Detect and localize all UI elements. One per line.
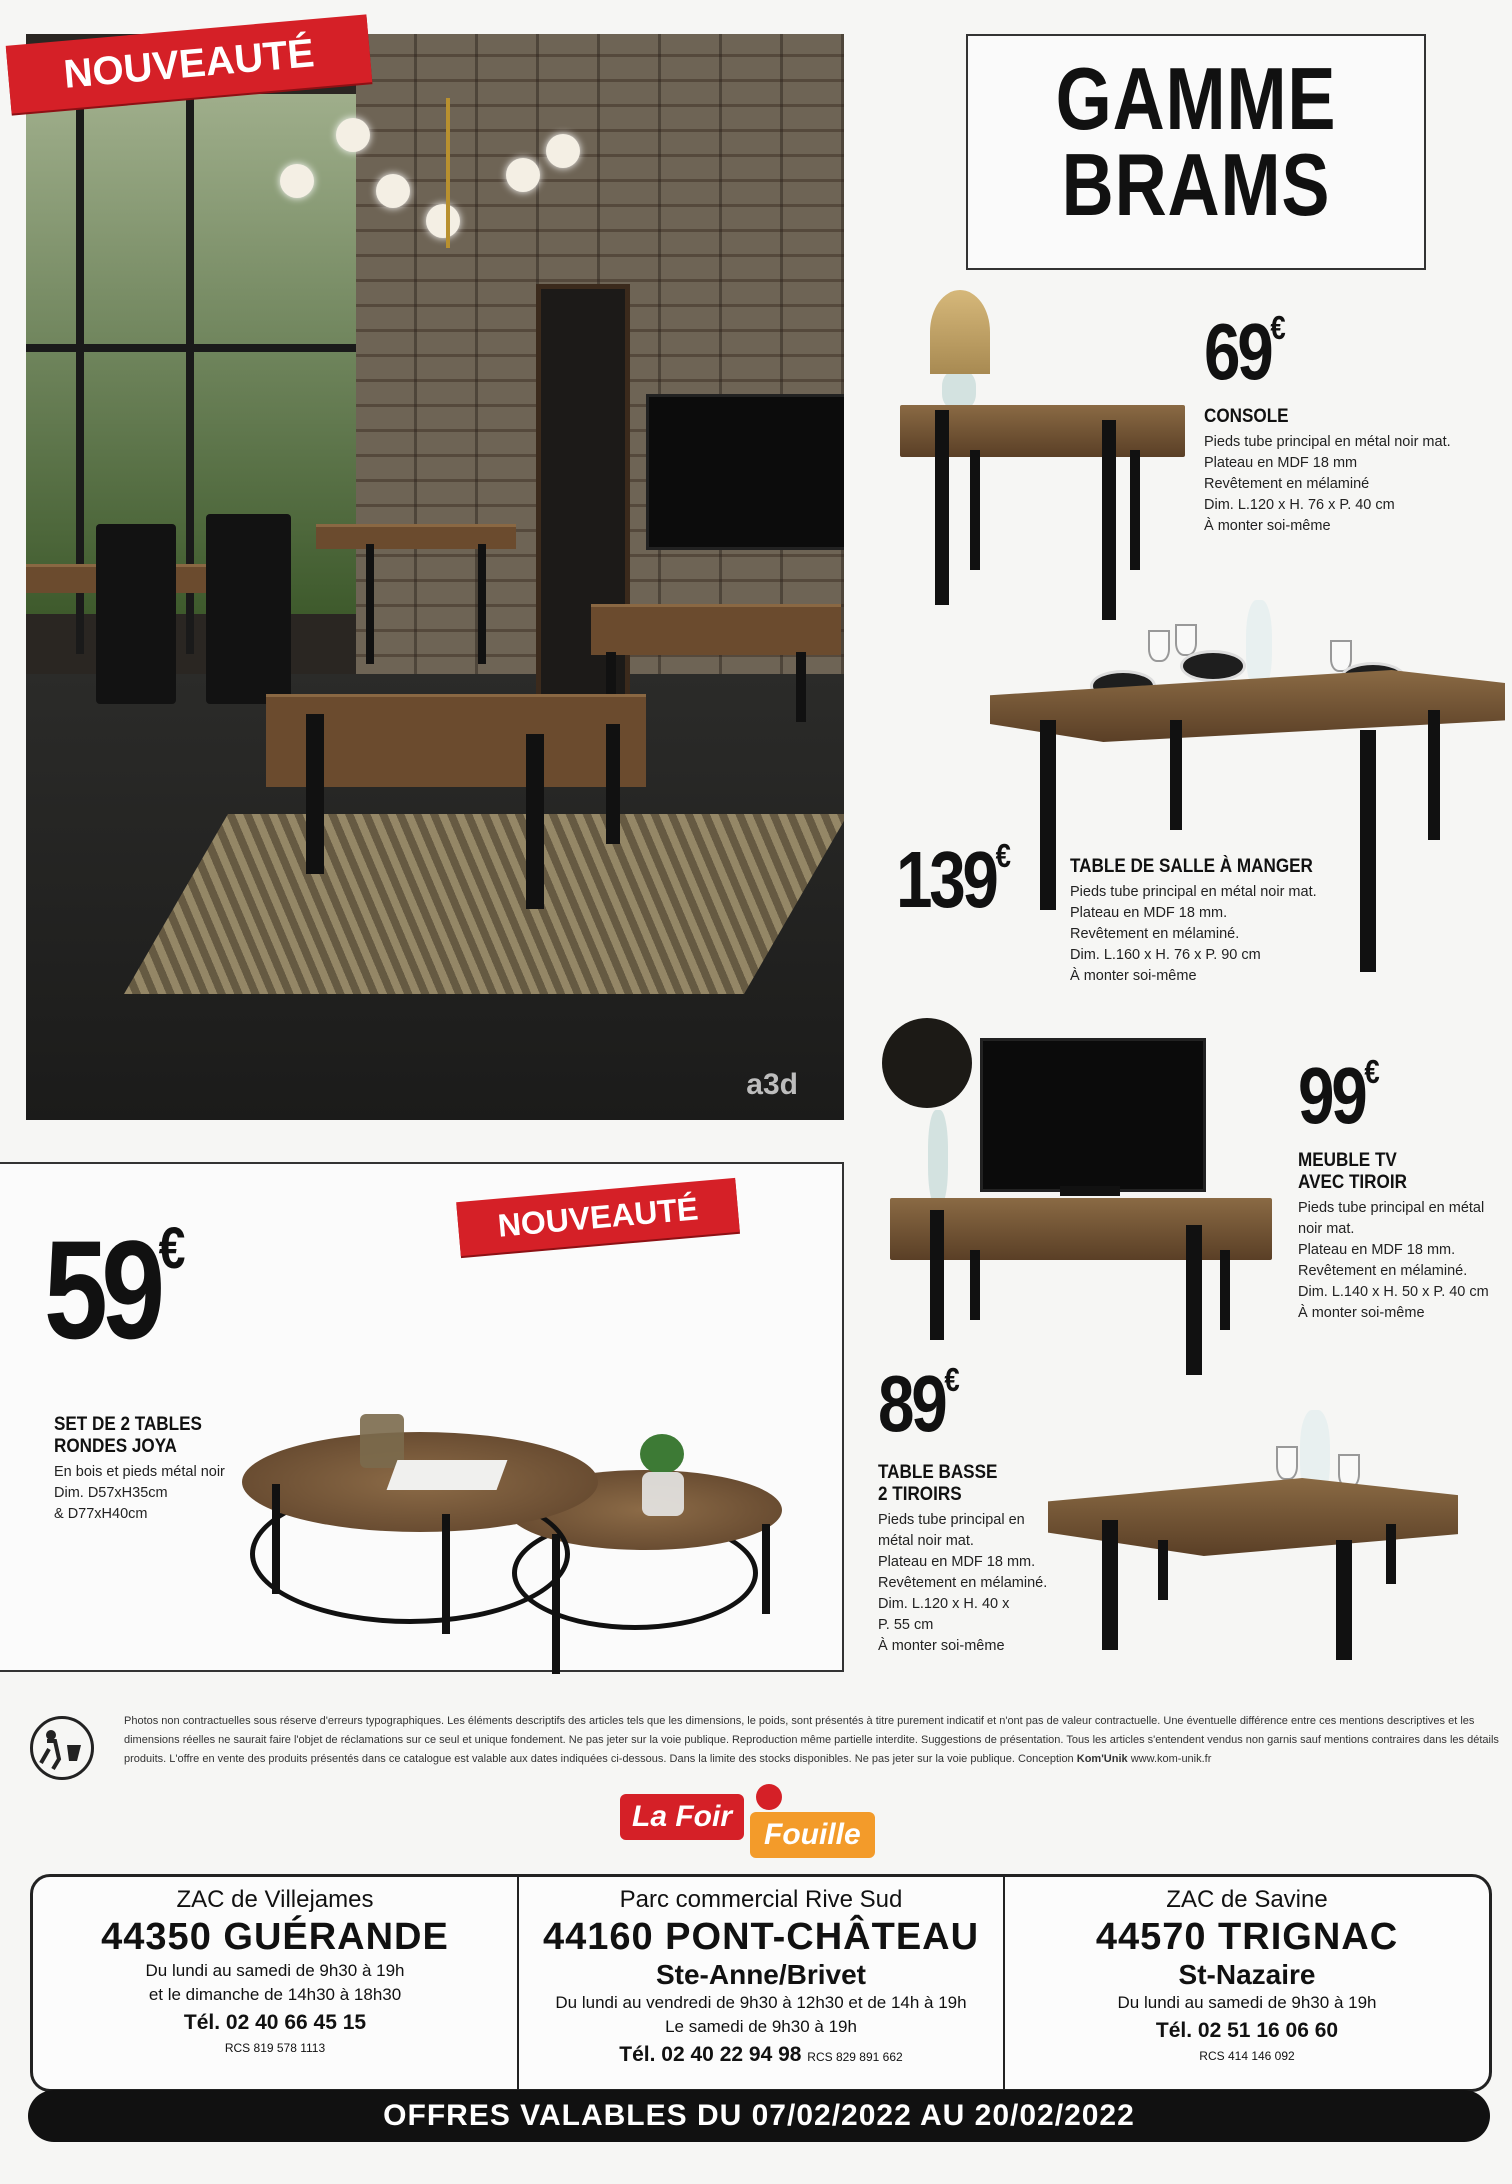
range-title-box xyxy=(966,34,1426,270)
coffee-table-image xyxy=(1040,1400,1460,1670)
store-guerande: ZAC de Villejames 44350 GUÉRANDE Du lundi au samedi de 9h30 à 19h et le dimanche de 14h30 à 18h30 Tél. 02 40 66 45 15 RCS 819 578 1113 xyxy=(33,1877,519,2089)
tv-name: MEUBLE TV AVEC TIROIR xyxy=(1298,1150,1407,1193)
dining-price: 139€ xyxy=(896,835,1011,924)
dining-name: TABLE DE SALLE À MANGER xyxy=(1070,856,1313,877)
lafoirfouille-logo: La Foir Fouille xyxy=(620,1786,900,1860)
dining-description: Pieds tube principal en métal noir mat. Plateau en MDF 18 mm. Revêtement en mélaminé. Dim. L.160 x H. 76 x P. 90 cm À monter soi-même xyxy=(1070,884,1317,984)
offer-validity-banner: OFFRES VALABLES DU 07/02/2022 AU 20/02/2022 xyxy=(28,2090,1490,2142)
photo-watermark: a3d xyxy=(746,1068,798,1101)
tables-name: SET DE 2 TABLES RONDES JOYA xyxy=(54,1414,202,1457)
range-title-line2: BRAMS xyxy=(1061,135,1331,234)
legal-notice: Photos non contractuelles sous réserve d'erreurs typographiques. Les éléments descriptifs des articles tels que les dimensions, le poids, sont présentés à titre purement indicatif et n'ont pas de valeur contractuelle. Une éventuelle différence entre ces mentions descriptives et les dimensions réelles ne saurait faire l'objet de réclamations sur ce seul et unique fondement. Ne pas jeter sur la voie publique. Reproduction même partielle interdite. Suggestions de présentation. Tous les articles s'entendent vendus non garnis sauf mentions contraires dans les détails produits. L'offre en vente des produits présentés dans ce catalogue est valable aux dates indiquées ci-dessous. Dans la limite des stocks disponibles. Ne pas jeter sur la voie publique. Conception Kom'Unik www.kom-unik.fr xyxy=(124,1715,1499,1765)
coffee-table-description: Pieds tube principal en métal noir mat. Plateau en MDF 18 mm. Revêtement en mélaminé. Dim. L.120 x H. 40 x P. 55 cm À monter soi-même xyxy=(878,1512,1048,1654)
coffee-table-price: 89€ xyxy=(878,1359,960,1448)
console-price: 69€ xyxy=(1204,307,1286,396)
hero-photo xyxy=(26,34,844,1120)
recycle-icon xyxy=(30,1716,94,1780)
nouveaute-ribbon: NOUVEAUTÉ xyxy=(6,14,373,113)
console-image xyxy=(890,280,1190,620)
tv-description: Pieds tube principal en métal noir mat. Plateau en MDF 18 mm. Revêtement en mélaminé. Dim. L.140 x H. 50 x P. 40 cm À monter soi-même xyxy=(1298,1200,1489,1321)
tables-description: En bois et pieds métal noir Dim. D57xH35cm & D77xH40cm xyxy=(54,1464,225,1522)
nesting-tables-panel xyxy=(0,1162,844,1672)
store-trignac: ZAC de Savine 44570 TRIGNAC St-Nazaire Du lundi au samedi de 9h30 à 19h Tél. 02 51 16 06 60 RCS 414 146 092 xyxy=(1095,1886,1399,2063)
stores-panel xyxy=(30,1874,1492,2092)
nouveaute-ribbon-tables: NOUVEAUTÉ xyxy=(456,1178,740,1256)
store-pont-chateau: Parc commercial Rive Sud 44160 PONT-CHÂTEAU Ste-Anne/Brivet Du lundi au vendredi de 9h30 à 12h30 et de 14h à 19h Le samedi de 9h30 à 19h Tél. 02 40 22 94 98 RCS 829 891 662 xyxy=(519,1877,1005,2089)
tv-price: 99€ xyxy=(1298,1051,1380,1140)
nesting-tables-image xyxy=(232,1284,792,1644)
range-title-line1: GAMME xyxy=(1055,49,1337,148)
tables-price: 59€ xyxy=(44,1211,186,1368)
coffee-table-name: TABLE BASSE 2 TIROIRS xyxy=(878,1462,998,1505)
tv-unit-image xyxy=(880,1010,1280,1380)
console-name: CONSOLE xyxy=(1204,406,1289,427)
console-description: Pieds tube principal en métal noir mat. Plateau en MDF 18 mm Revêtement en mélaminé Dim. L.120 x H. 76 x P. 40 cm À monter soi-même xyxy=(1204,434,1451,534)
